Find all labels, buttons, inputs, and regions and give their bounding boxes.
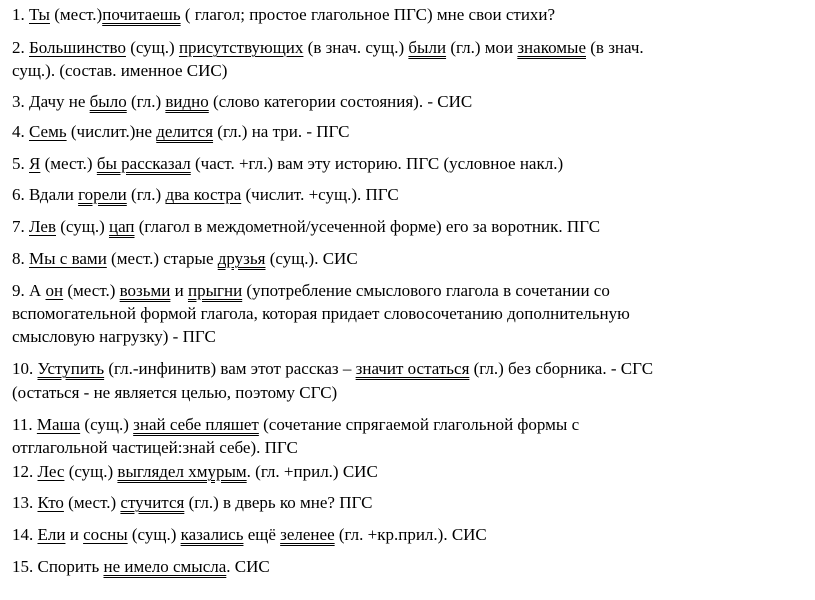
text-line (12, 249, 358, 269)
text-line (12, 557, 270, 577)
underlined-term: Ели (37, 525, 66, 544)
underlined-term: не имело смысла (103, 557, 227, 576)
text-line (12, 92, 472, 112)
underlined-term: Кто (37, 493, 64, 512)
text-segment: (остаться - не является целью, поэтому СГС) (12, 383, 338, 402)
underlined-term: сосны (83, 525, 128, 544)
text-segment: смысловую нагрузку) - ПГС (12, 327, 216, 346)
item-number: 9. (12, 281, 29, 300)
text-segment: и (170, 281, 188, 300)
underlined-term: Лев (29, 217, 56, 236)
text-line (12, 281, 610, 301)
text-segment: (сущ.) (56, 217, 109, 236)
underlined-term: значит остаться (355, 359, 470, 378)
item-number: 15. (12, 557, 38, 576)
underlined-term: он (45, 281, 64, 300)
text-segment: (числит. +сущ.). ПГС (241, 185, 399, 204)
text-segment: (сущ.) (80, 415, 134, 434)
text-segment: (сущ.). СИС (265, 249, 358, 268)
text-segment: Дачу не (29, 92, 90, 111)
underlined-term: друзья (217, 249, 266, 268)
text-line (12, 383, 337, 403)
text-line (12, 38, 644, 58)
underlined-term: Уступить (37, 359, 105, 378)
text-line (12, 415, 579, 435)
text-segment: (гл.) на три. - ПГС (213, 122, 350, 141)
text-line (12, 61, 227, 81)
item-number: 13. (12, 493, 38, 512)
underlined-term: бы рассказал (96, 154, 191, 173)
text-segment: (слово категории состояния). - СИС (208, 92, 473, 111)
text-segment: сущ.). (состав. именное СИС) (12, 61, 228, 80)
underlined-term: Мы с вами (29, 249, 107, 268)
underlined-term: было (89, 92, 127, 111)
text-segment: (гл.) мои (446, 38, 518, 57)
underlined-term: знай себе пляшет (133, 415, 259, 434)
text-segment: (част. +гл.) вам эту историю. ПГС (условное накл.) (190, 154, 564, 173)
text-segment: (гл.-инфинитв) вам этот рассказ – (104, 359, 356, 378)
text-segment: Спорить (37, 557, 104, 576)
item-number: 4. (12, 122, 29, 141)
underlined-term: почитаешь (102, 5, 181, 24)
item-number: 8. (12, 249, 29, 268)
item-number: 6. (12, 185, 29, 204)
underlined-term: прыгни (187, 281, 243, 300)
text-segment: (числит.)не (66, 122, 157, 141)
text-line (12, 327, 216, 347)
underlined-term: Ты (29, 5, 50, 24)
text-line (12, 525, 487, 545)
underlined-term: присутствующих (178, 38, 304, 57)
underlined-term: выглядел хмурым (117, 462, 247, 481)
underlined-term: Я (29, 154, 41, 173)
underlined-term: возьми (119, 281, 171, 300)
underlined-term: Большинство (29, 38, 126, 57)
item-number: 5. (12, 154, 29, 173)
text-segment: (гл.) (126, 92, 166, 111)
text-segment: . СИС (226, 557, 270, 576)
text-segment: (сочетание спрягаемой глагольной формы с (258, 415, 580, 434)
underlined-term: делится (156, 122, 214, 141)
item-number: 10. (12, 359, 38, 378)
text-segment: (гл. +кр.прил.). СИС (334, 525, 487, 544)
text-segment: (мест.) (63, 281, 120, 300)
item-number: 12. (12, 462, 38, 481)
text-segment: А (29, 281, 46, 300)
text-segment: отглагольной частицей:знай себе). ПГС (12, 438, 298, 457)
underlined-term: видно (165, 92, 209, 111)
text-segment: (мест.) (63, 493, 121, 512)
text-line (12, 359, 653, 379)
text-segment: вспомогательной формой глагола, которая придает словосочетанию дополнительную (12, 304, 630, 323)
text-line (12, 185, 399, 205)
text-segment: (мест.) (49, 5, 103, 24)
text-line (12, 462, 378, 482)
underlined-term: были (408, 38, 447, 57)
text-segment: (мест.) (40, 154, 97, 173)
text-segment: (в знач. (586, 38, 644, 57)
text-segment: (сущ.) (125, 38, 179, 57)
item-number: 2. (12, 38, 29, 57)
text-segment: и (65, 525, 84, 544)
text-segment: . (гл. +прил.) СИС (246, 462, 378, 481)
underlined-term: Семь (29, 122, 67, 141)
item-number: 3. (12, 92, 29, 111)
text-segment: (в знач. сущ.) (303, 38, 409, 57)
text-segment: (сущ.) (127, 525, 181, 544)
text-segment: (глагол в междометной/усеченной форме) его за воротник. ПГС (134, 217, 601, 236)
item-number: 7. (12, 217, 29, 236)
text-line (12, 122, 349, 142)
underlined-term: казались (180, 525, 244, 544)
text-segment: (употребление смыслового глагола в сочетании со (242, 281, 610, 300)
text-line (12, 217, 600, 237)
item-number: 14. (12, 525, 38, 544)
text-segment: (сущ.) (64, 462, 118, 481)
underlined-term: цап (108, 217, 135, 236)
text-segment: (мест.) старые (106, 249, 218, 268)
text-line (12, 493, 372, 513)
underlined-term: знакомые (517, 38, 586, 57)
underlined-term: Лес (37, 462, 65, 481)
underlined-term: два костра (165, 185, 242, 204)
text-line (12, 304, 630, 324)
text-line (12, 154, 563, 174)
underlined-term: зеленее (280, 525, 335, 544)
text-segment: ещё (243, 525, 281, 544)
text-line (12, 438, 298, 458)
underlined-term: горели (78, 185, 127, 204)
text-segment: (гл.) в дверь ко мне? ПГС (184, 493, 373, 512)
text-segment: ( глагол; простое глагольное ПГС) мне свои стихи? (180, 5, 556, 24)
item-number: 11. (12, 415, 37, 434)
text-line (12, 5, 555, 25)
underlined-term: стучится (120, 493, 185, 512)
underlined-term: Маша (36, 415, 81, 434)
text-segment: (гл.) без сборника. - СГС (469, 359, 654, 378)
text-segment: Вдали (29, 185, 79, 204)
text-segment: (гл.) (126, 185, 166, 204)
item-number: 1. (12, 5, 29, 24)
